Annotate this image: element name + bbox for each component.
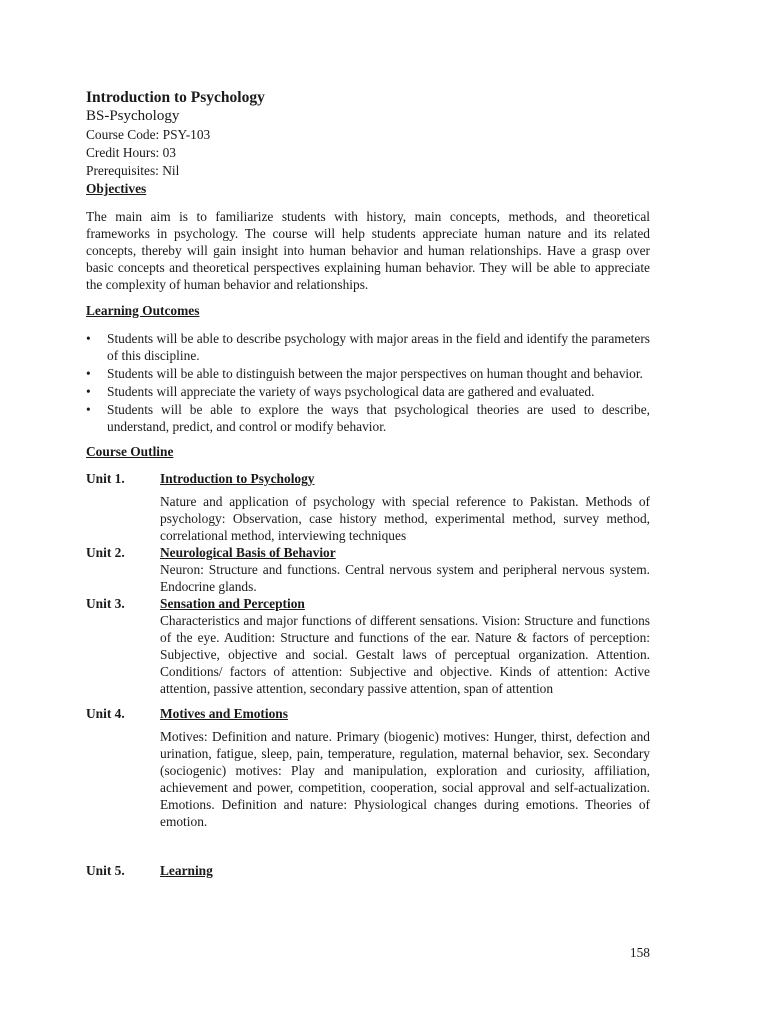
learning-outcomes-list xyxy=(86,330,650,435)
course-outline-heading: Course Outline xyxy=(86,444,174,459)
unit-description: Nature and application of psychology with special reference to Pakistan. Methods of psychology: Observation, case history method, experimental method, survey method, correlational method, interviewing techniques xyxy=(160,494,650,543)
unit-title: Motives and Emotions xyxy=(160,706,288,721)
unit-5 xyxy=(86,862,650,879)
outcome-text: Students will be able to explore the ways that psychological theories are used to describe, understand, predict, and control or modify behavior. xyxy=(107,402,650,434)
list-item xyxy=(86,365,650,382)
page-number: 158 xyxy=(629,945,650,960)
objectives-text: The main aim is to familiarize students with history, main concepts, methods, and theoretical frameworks in psychology. The course will help students appreciate human nature and its related concepts, thereby will gain insight into human behavior and human relationships. Have a grasp over basic concepts and theoretical perspectives explaining human behavior. They will be able to appreciate the complexity of human behavior and relationships. xyxy=(86,209,650,292)
unit-1 xyxy=(86,470,650,544)
bullet-icon: • xyxy=(86,402,91,417)
unit-description: Neuron: Structure and functions. Central nervous system and peripheral nervous system. Endocrine glands. xyxy=(160,562,650,594)
unit-label: Unit 3. xyxy=(86,596,125,611)
bullet-icon: • xyxy=(86,384,91,399)
unit-label: Unit 2. xyxy=(86,545,125,560)
unit-2 xyxy=(86,544,650,595)
unit-title: Learning xyxy=(160,863,213,878)
unit-3 xyxy=(86,595,650,697)
list-item xyxy=(86,330,650,364)
list-item xyxy=(86,401,650,435)
program-name: BS-Psychology xyxy=(86,108,180,124)
learning-outcomes-heading: Learning Outcomes xyxy=(86,303,200,318)
unit-description: Motives: Definition and nature. Primary (biogenic) motives: Hunger, thirst, defection and urination, fatigue, sleep, pain, temperature, regulation, maternal behavior, sex. Secondary (sociogenic) motives: Play and manipulation, exploration and curiosity, affiliation, achievement and power, competition, cooperation, social approval and self-actualization. Emotions. Definition and nature: Physiological changes during emotions. Theories of emotion. xyxy=(160,729,650,829)
outcome-text: Students will be able to distinguish between the major perspectives on human thought and behavior. xyxy=(107,366,643,381)
credit-hours: Credit Hours: 03 xyxy=(86,145,177,160)
unit-title: Introduction to Psychology xyxy=(160,471,315,486)
unit-label: Unit 4. xyxy=(86,706,125,721)
list-item xyxy=(86,383,650,400)
unit-label: Unit 1. xyxy=(86,471,125,486)
unit-label: Unit 5. xyxy=(86,863,125,878)
unit-4 xyxy=(86,705,650,830)
prerequisites: Prerequisites: Nil xyxy=(86,163,180,178)
bullet-icon: • xyxy=(86,331,91,346)
objectives-heading: Objectives xyxy=(86,181,147,196)
outcome-text: Students will appreciate the variety of ways psychological data are gathered and evaluated. xyxy=(107,384,595,399)
unit-description: Characteristics and major functions of different sensations. Vision: Structure and functions of the eye. Audition: Structure and functions of the ear. Nature & factors of perception: Subjective, objective and social. Gestalt laws of perceptual organization. Attention. Conditions/ factors of attention: Subjective and objective. Kinds of attention: Active attention, passive attention, secondary passive attention, span of attention xyxy=(160,613,650,696)
document-page xyxy=(86,88,650,879)
course-title: Introduction to Psychology xyxy=(86,89,265,106)
unit-title: Neurological Basis of Behavior xyxy=(160,545,336,560)
outcome-text: Students will be able to describe psychology with major areas in the field and identify the parameters of this discipline. xyxy=(107,331,650,363)
unit-title: Sensation and Perception xyxy=(160,596,305,611)
bullet-icon: • xyxy=(86,366,91,381)
course-code: Course Code: PSY-103 xyxy=(86,127,211,142)
